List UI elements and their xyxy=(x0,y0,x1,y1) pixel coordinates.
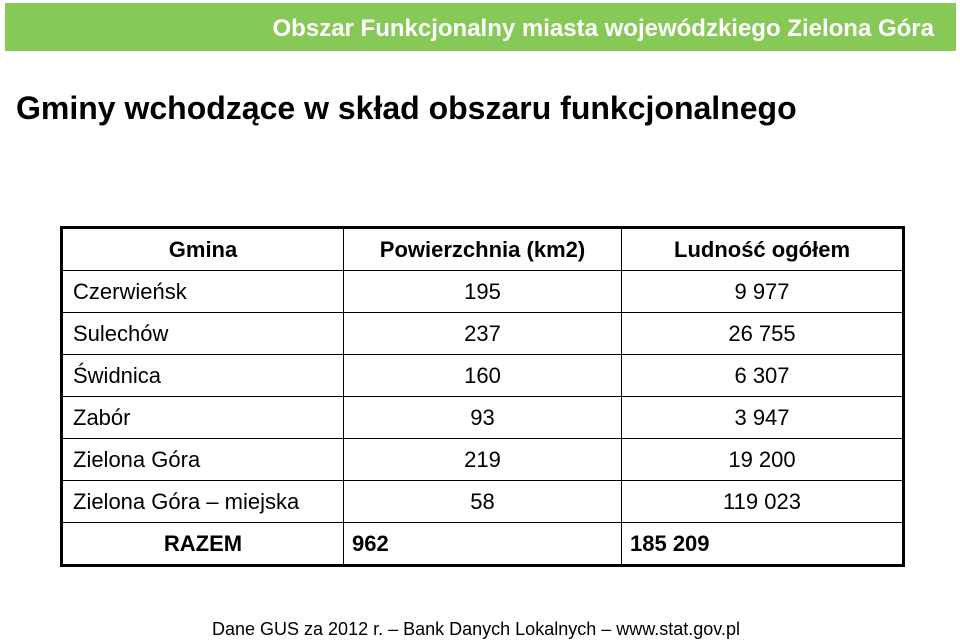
page-heading: Gminy wchodzące w skład obszaru funkcjonalnego xyxy=(16,90,797,126)
banner-title: Obszar Funkcjonalny miasta wojewódzkiego Zielona Góra xyxy=(272,15,934,42)
cell-gmina: Sulechów xyxy=(62,313,344,355)
cell-powierzchnia: 237 xyxy=(344,313,622,355)
cell-powierzchnia: 160 xyxy=(344,355,622,397)
table-row xyxy=(62,397,904,439)
cell-gmina: Czerwieńsk xyxy=(62,271,344,313)
cell-powierzchnia: 195 xyxy=(344,271,622,313)
cell-ludnosc: 26 755 xyxy=(622,313,904,355)
table-row xyxy=(62,271,904,313)
table-total-row xyxy=(62,523,904,566)
cell-ludnosc: 6 307 xyxy=(622,355,904,397)
table-row xyxy=(62,481,904,523)
source-footer: Dane GUS za 2012 r. – Bank Danych Lokalnych – www.stat.gov.pl xyxy=(212,619,740,639)
data-table-container xyxy=(60,226,902,554)
total-label: RAZEM xyxy=(62,523,344,566)
title-banner xyxy=(5,3,956,51)
cell-powierzchnia: 219 xyxy=(344,439,622,481)
cell-gmina: Świdnica xyxy=(62,355,344,397)
cell-ludnosc: 119 023 xyxy=(622,481,904,523)
cell-powierzchnia: 93 xyxy=(344,397,622,439)
cell-gmina: Zielona Góra – miejska xyxy=(62,481,344,523)
cell-ludnosc: 9 977 xyxy=(622,271,904,313)
cell-powierzchnia: 58 xyxy=(344,481,622,523)
cell-gmina: Zabór xyxy=(62,397,344,439)
table-row xyxy=(62,439,904,481)
column-header-ludnosc: Ludność ogółem xyxy=(622,228,904,271)
cell-ludnosc: 19 200 xyxy=(622,439,904,481)
total-powierzchnia: 962 xyxy=(344,523,622,566)
table-row xyxy=(62,313,904,355)
column-header-gmina: Gmina xyxy=(62,228,344,271)
column-header-powierzchnia: Powierzchnia (km2) xyxy=(344,228,622,271)
total-ludnosc: 185 209 xyxy=(622,523,904,566)
cell-ludnosc: 3 947 xyxy=(622,397,904,439)
table-row xyxy=(62,355,904,397)
table-header-row xyxy=(62,228,904,271)
data-table xyxy=(60,226,905,567)
cell-gmina: Zielona Góra xyxy=(62,439,344,481)
